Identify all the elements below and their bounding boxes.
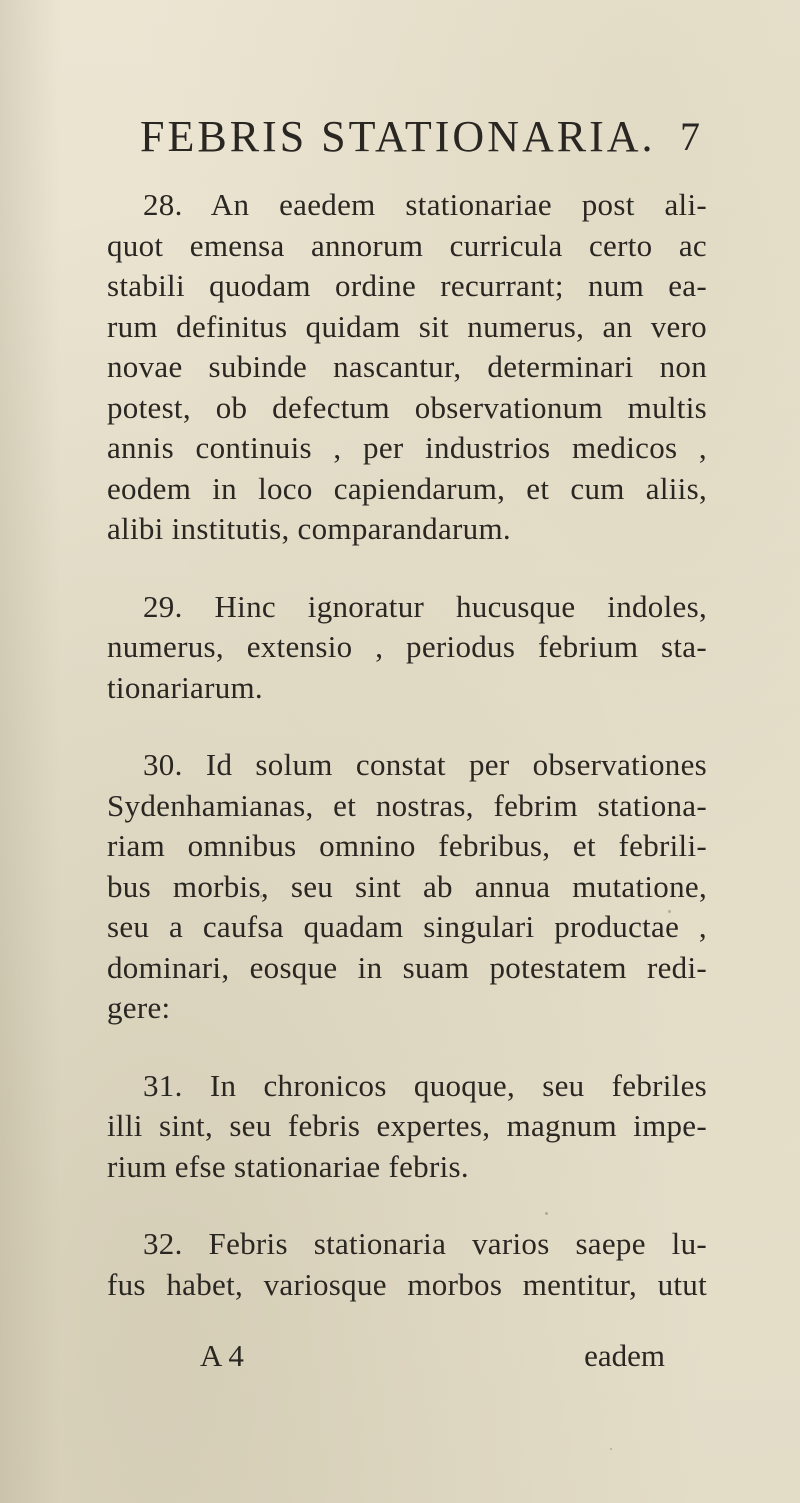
text-line: potest, ob defectum observationum multis [107, 389, 707, 425]
text-line: rium efse stationariae febris. [107, 1148, 469, 1184]
paragraph-gap [107, 550, 707, 587]
paragraph-30 [107, 745, 707, 1029]
text-line: Sydenhamianas, et nostras, febrim stationa- [107, 787, 707, 823]
paragraph-gap [107, 1187, 707, 1224]
text-line: 30. Id solum constat per observationes [143, 747, 707, 782]
paper-speck [235, 128, 238, 131]
text-line: rum definitus quidam sit numerus, an vero [107, 308, 707, 344]
text-line: 31. In chronicos quoque, seu febriles [143, 1067, 707, 1103]
text-line: tionariarum. [107, 669, 263, 705]
text-line: riam omnibus omnino febribus, et febrili- [107, 828, 707, 863]
text-line: 29. Hinc ignoratur hucusque indoles, [143, 588, 707, 624]
running-title: FEBRIS STATIONARIA. [140, 112, 656, 161]
running-head [140, 112, 700, 162]
paragraph-28 [107, 185, 707, 550]
text-line: annis continuis , per industrios medicos , [107, 430, 707, 465]
text-line: seu a caufsa quadam singulari productae , [107, 909, 707, 944]
signature-mark: A 4 [200, 1338, 244, 1373]
paragraph-29 [107, 587, 707, 709]
text-line: quot emensa annorum curricula certo ac [107, 227, 707, 263]
text-line: dominari, eosque in suam potestatem redi- [107, 949, 707, 985]
paper-speck [260, 895, 262, 898]
paragraph-32 [107, 1224, 707, 1305]
text-line: eodem in loco capiendarum, et cum aliis, [107, 470, 707, 506]
paper-speck [520, 455, 522, 457]
paper-speck [668, 910, 671, 913]
paragraph-31 [107, 1066, 707, 1188]
text-line: bus morbis, seu sint ab annua mutatione, [107, 868, 707, 904]
page-number: 7 [680, 114, 700, 159]
text-line: illi sint, seu febris expertes, magnum impe- [107, 1108, 707, 1143]
text-line: 28. An eaedem stationariae post ali- [143, 187, 707, 222]
text-line: alibi institutis, comparandarum. [107, 511, 511, 546]
catch-line [200, 1334, 665, 1378]
text-line: 32. Febris stationaria varios saepe lu- [143, 1226, 707, 1261]
text-line: fus habet, variosque morbos mentitur, utut [107, 1266, 707, 1302]
paragraph-gap [107, 708, 707, 745]
paper-speck [545, 1212, 548, 1215]
paper-speck [610, 1448, 612, 1450]
page-edge-shadow [0, 0, 60, 1503]
text-line: novae subinde nascantur, determinari non [107, 349, 707, 384]
body-text [107, 185, 707, 1305]
paragraph-gap [107, 1029, 707, 1066]
text-line: stabili quodam ordine recurrant; num ea- [107, 268, 707, 303]
text-line: numerus, extensio , periodus febrium sta- [107, 629, 707, 664]
catchword: eadem [584, 1338, 665, 1373]
text-line: gere: [107, 990, 171, 1025]
